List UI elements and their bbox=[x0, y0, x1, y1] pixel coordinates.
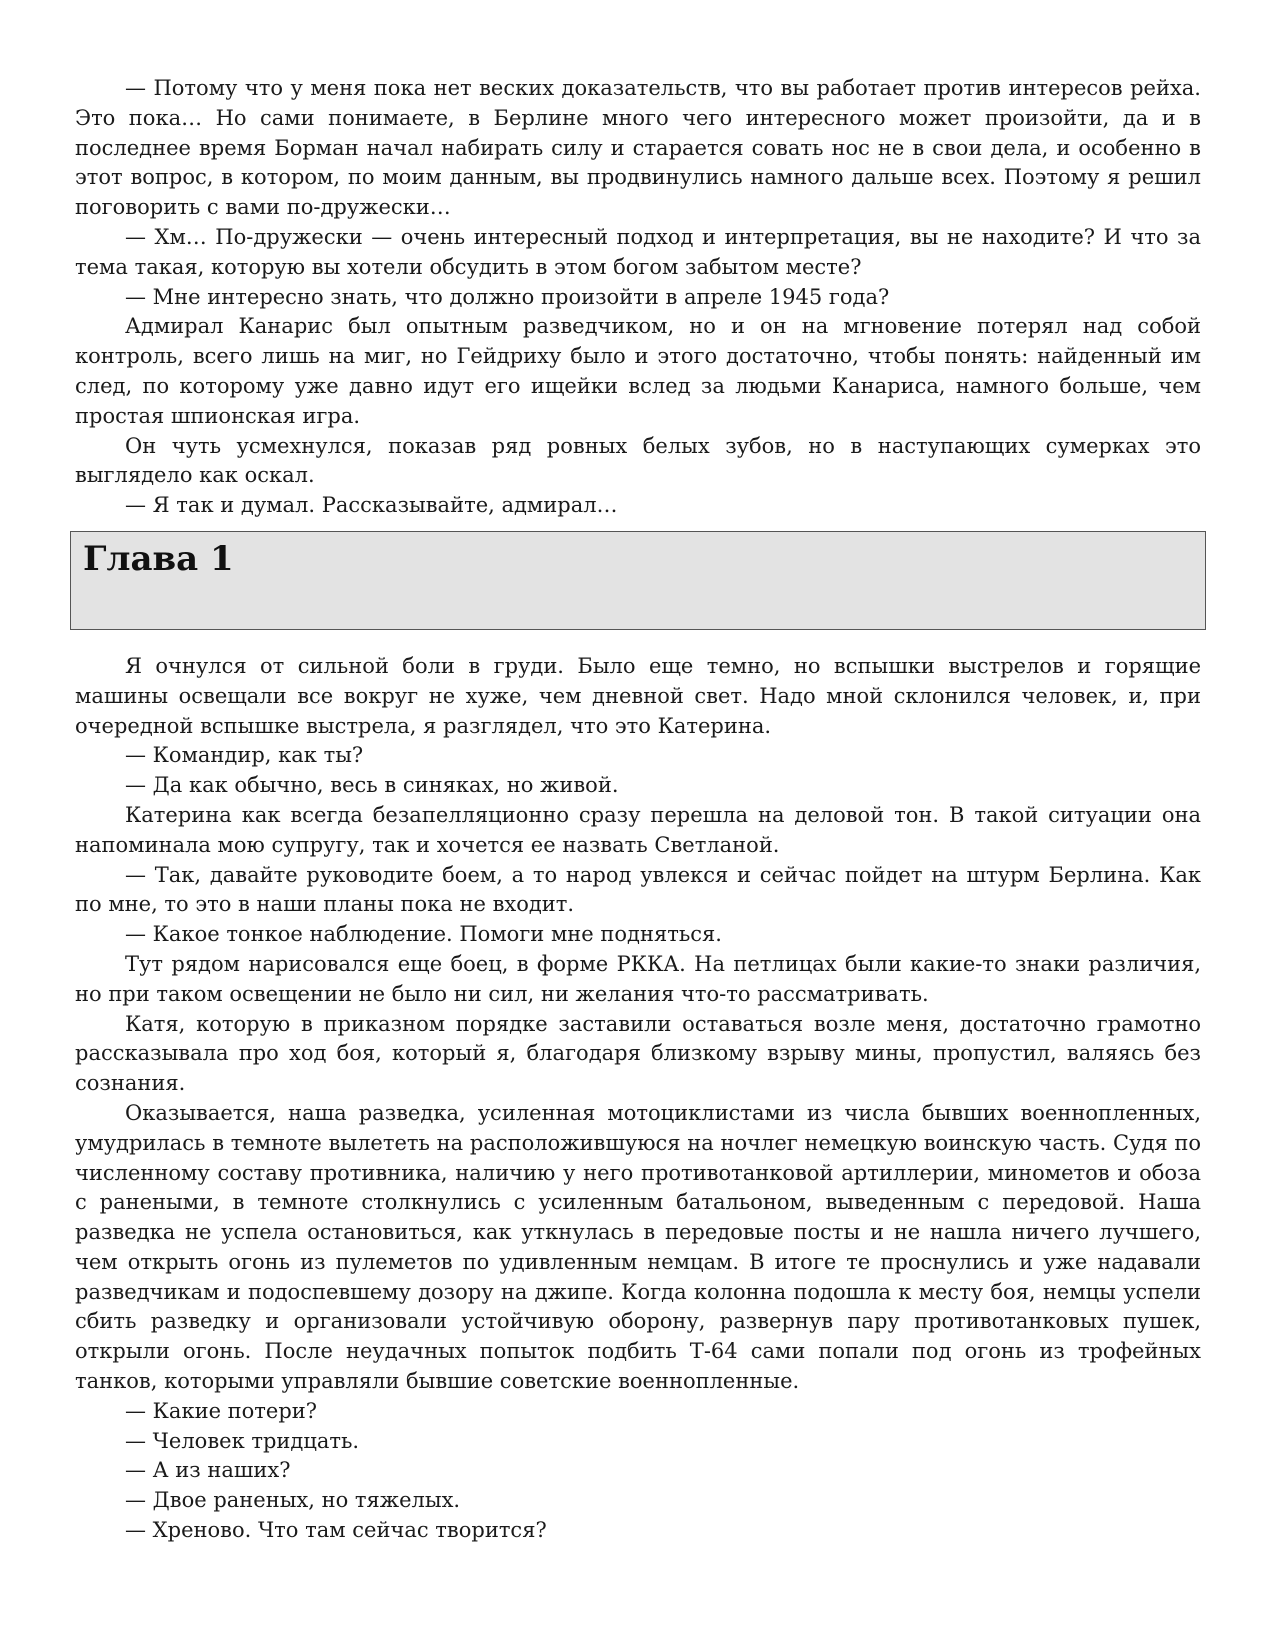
paragraph: — Какое тонкое наблюдение. Помоги мне подняться. bbox=[125, 922, 722, 947]
chapter-text-section bbox=[75, 652, 1201, 1546]
chapter-heading-box bbox=[70, 531, 1206, 630]
paragraph: — Да как обычно, весь в синяках, но живой. bbox=[125, 773, 619, 798]
paragraph: Он чуть усмехнулся, показав ряд ровных белых зубов, но в наступающих сумерках это выглядело как оскал. bbox=[75, 433, 1201, 488]
prologue-section bbox=[75, 74, 1201, 521]
paragraph: Оказывается, наша разведка, усиленная мотоциклистами из числа бывших военнопленных, умудрилась в темноте вылететь на расположившуюся на ночлег немецкую воинскую часть. Судя по численному составу противника, наличию у него противотанковой артиллерии, минометов и обоза с ранеными, в темноте столкнулись с усиленным батальоном, выведенным с передовой. Наша разведка не успела остановиться, как уткнулась в передовые посты и не нашла ничего лучшего, чем открыть огонь из пулеметов по удивленным немцам. В итоге те проснулись и уже надавали разведчикам и подоспевшему дозору на джипе. Когда колонна подошла к месту боя, немцы успели сбить разведку и организовали устойчивую оборону, развернув пару противотанковых пушек, открыли огонь. После неудачных попыток подбить Т-64 сами попали под огонь из трофейных танков, которыми управляли бывшие советские военнопленные. bbox=[75, 1100, 1201, 1394]
paragraph: — Мне интересно знать, что должно произойти в апреле 1945 года? bbox=[125, 284, 890, 309]
paragraph: Тут рядом нарисовался еще боец, в форме РККА. На петлицах были какие-то знаки различия, но при таком освещении не было ни сил, ни желания что-то рассматривать. bbox=[75, 951, 1201, 1006]
paragraph: — Какие потери? bbox=[125, 1398, 318, 1423]
paragraph: — Потому что у меня пока нет веских доказательств, что вы работает против интересов рейха. Это пока… Но сами понимаете, в Берлине много чего интересного может произойти, да и в последнее время Борман начал набирать силу и старается совать нос не в свои дела, и особенно в этот вопрос, в котором, по моим данным, вы продвинулись намного дальше всех. Поэтому я решил поговорить с вами по-дружески… bbox=[75, 76, 1201, 220]
paragraph: — Командир, как ты? bbox=[125, 743, 364, 768]
chapter-title: Глава 1 bbox=[83, 538, 234, 579]
paragraph: — Человек тридцать. bbox=[125, 1428, 360, 1453]
paragraph: Катерина как всегда безапелляционно сразу перешла на деловой тон. В такой ситуации она напоминала мою супругу, так и хочется ее назвать Светланой. bbox=[75, 802, 1201, 857]
paragraph: — А из наших? bbox=[125, 1458, 291, 1483]
paragraph: — Я так и думал. Рассказывайте, адмирал… bbox=[125, 493, 618, 518]
paragraph: Адмирал Канарис был опытным разведчиком, но и он на мгновение потерял над собой контроль, всего лишь на миг, но Гейдриху было и этого достаточно, чтобы понять: найденный им след, по которому уже давно идут его ищейки вслед за людьми Канариса, намного больше, чем простая шпионская игра. bbox=[75, 314, 1201, 428]
paragraph: — Хреново. Что там сейчас творится? bbox=[125, 1518, 547, 1543]
document-page bbox=[75, 74, 1201, 1546]
paragraph: — Хм… По-дружески — очень интересный подход и интерпретация, вы не находите? И что за тема такая, которую вы хотели обсудить в этом богом забытом месте? bbox=[75, 224, 1201, 279]
paragraph: — Так, давайте руководите боем, а то народ увлекся и сейчас пойдет на штурм Берлина. Как по мне, то это в наши планы пока не входит. bbox=[75, 862, 1201, 917]
paragraph: — Двое раненых, но тяжелых. bbox=[125, 1488, 461, 1513]
paragraph: Я очнулся от сильной боли в груди. Было еще темно, но вспышки выстрелов и горящие машины освещали все вокруг не хуже, чем дневной свет. Надо мной склонился человек, и, при очередной вспышке выстрела, я разглядел, что это Катерина. bbox=[75, 653, 1201, 738]
paragraph: Катя, которую в приказном порядке заставили оставаться возле меня, достаточно грамотно рассказывала про ход боя, который я, благодаря близкому взрыву мины, пропустил, валяясь без сознания. bbox=[75, 1011, 1201, 1096]
spacer bbox=[75, 630, 1201, 652]
